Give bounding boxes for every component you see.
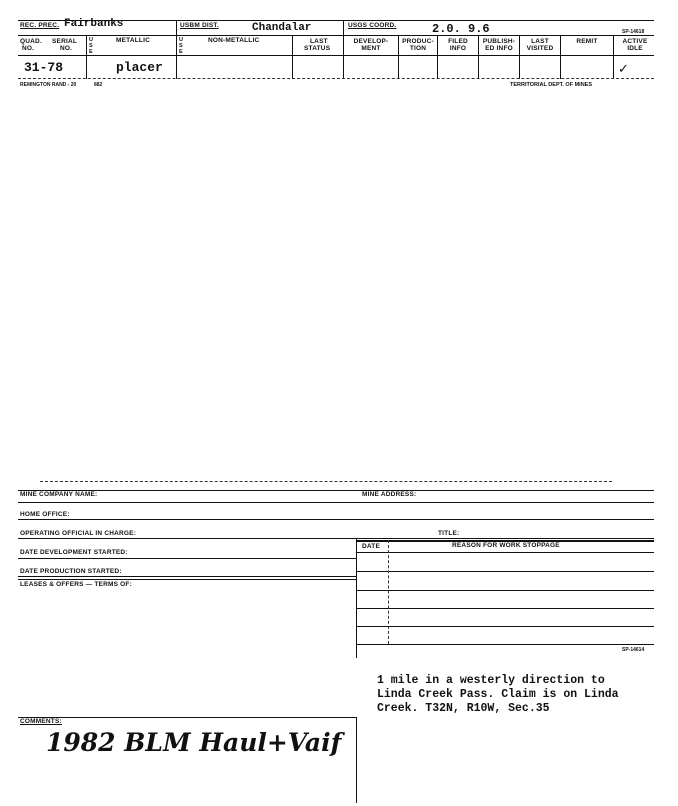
divider-9 (560, 35, 561, 79)
divider-6 (437, 35, 438, 79)
date-production-started-label: DATE PRODUCTION STARTED: (20, 568, 122, 575)
location-description: 1 mile in a westerly direction to Linda Creek Pass. Claim is on Linda Creek. T32N, R10W, Sec.35 (377, 674, 619, 715)
divider-2 (176, 20, 177, 79)
usgs-dist-value: Chandalar (252, 22, 312, 34)
col-filed-info-2: INFO (449, 45, 467, 52)
rec-prec-value: Fairbanks (64, 18, 124, 30)
footer-left: REMINGTON RAND - 20 (20, 82, 77, 88)
bottom-form-number: SP-14614 (622, 647, 645, 653)
stoppage-left-border (356, 538, 357, 658)
stoppage-row-5 (356, 644, 654, 645)
home-office-bottom (18, 519, 654, 520)
divider-8 (519, 35, 520, 79)
col-development-2: MENT (361, 45, 381, 52)
company-row-top (18, 490, 654, 491)
entry-row-bottom (18, 78, 654, 79)
divider-3 (292, 35, 293, 79)
stoppage-date-divider (388, 540, 389, 644)
prod-started-bottom (18, 576, 356, 577)
bottom-card-top-border (40, 481, 612, 482)
col-last-status-1: LAST (310, 38, 328, 45)
col-published-info-1: PUBLISH- (482, 38, 516, 45)
divider-7 (478, 35, 479, 79)
title-label: TITLE: (438, 530, 460, 537)
stoppage-date-header: DATE (362, 543, 381, 550)
official-row-bottom (18, 538, 654, 539)
col-filed-info-1: FILED (448, 38, 468, 45)
col-metallic: METALLIC (116, 37, 150, 44)
col-published-info-2: ED INFO (485, 45, 513, 52)
col-last-visited-1: LAST (531, 38, 549, 45)
entry-metallic: placer (116, 60, 163, 75)
date-development-started-label: DATE DEVELOPMENT STARTED: (20, 549, 128, 556)
mine-company-name-label: MINE COMPANY NAME: (20, 491, 98, 498)
col-use-metallic: U S E (89, 37, 94, 55)
col-active-1: ACTIVE (622, 38, 648, 45)
header-row-top (18, 35, 654, 36)
comments-label: COMMENTS: (20, 718, 62, 725)
header-row-bottom (18, 55, 654, 56)
col-development-1: DEVELOP- (353, 38, 389, 45)
entry-active-mark: ✓ (618, 62, 629, 77)
col-remit: REMIT (576, 38, 598, 45)
top-form-number: SP-14618 (622, 29, 645, 35)
usgs-coord-label: USGS COORD. (348, 22, 397, 29)
usgs-coord-value: 2.0. 9.6 (432, 22, 490, 36)
rec-prec-label: REC. PREC. (20, 22, 60, 29)
comments-handwritten: 1982 BLM Haul+Vaif (46, 728, 342, 757)
stoppage-row-2 (356, 590, 654, 591)
divider-1 (86, 35, 87, 79)
mine-address-label: MINE ADDRESS: (362, 491, 417, 498)
divider-10 (613, 35, 614, 79)
col-active-2: IDLE (627, 45, 643, 52)
footer-right: TERRITORIAL DEPT. OF MINES (510, 82, 592, 88)
stoppage-row-1 (356, 571, 654, 572)
prod-started-bottom-double (18, 579, 356, 580)
comments-right-border (356, 717, 357, 803)
entry-quad-serial: 31-78 (24, 60, 64, 75)
footer-left-code: 882 (94, 82, 103, 88)
stoppage-reason-header: REASON FOR WORK STOPPAGE (452, 542, 560, 549)
col-serial: SERIAL (52, 38, 78, 45)
operating-official-label: OPERATING OFFICIAL IN CHARGE: (20, 530, 137, 537)
col-production-2: TION (409, 45, 427, 52)
col-last-status-2: STATUS (304, 45, 331, 52)
stoppage-row-4 (356, 626, 654, 627)
stoppage-header-bottom (356, 552, 654, 553)
col-quad-no: NO. (22, 45, 35, 52)
col-use-nonmetallic: U S E (179, 37, 184, 55)
col-quad: QUAD. (20, 38, 42, 45)
col-serial-no: NO. (60, 45, 73, 52)
leases-offers-label: LEASES & OFFERS — TERMS OF: (20, 581, 132, 588)
divider-4 (343, 20, 344, 79)
divider-5 (398, 35, 399, 79)
stoppage-row-3 (356, 608, 654, 609)
col-production-1: PRODUC- (402, 38, 434, 45)
comments-top (18, 717, 356, 718)
col-non-metallic: NON-METALLIC (208, 37, 260, 44)
home-office-label: HOME OFFICE: (20, 511, 70, 518)
usgs-dist-label: USBM DIST. (180, 22, 219, 29)
company-row-bottom (18, 502, 654, 503)
dev-started-bottom (18, 558, 356, 559)
col-last-visited-2: VISITED (526, 45, 554, 52)
